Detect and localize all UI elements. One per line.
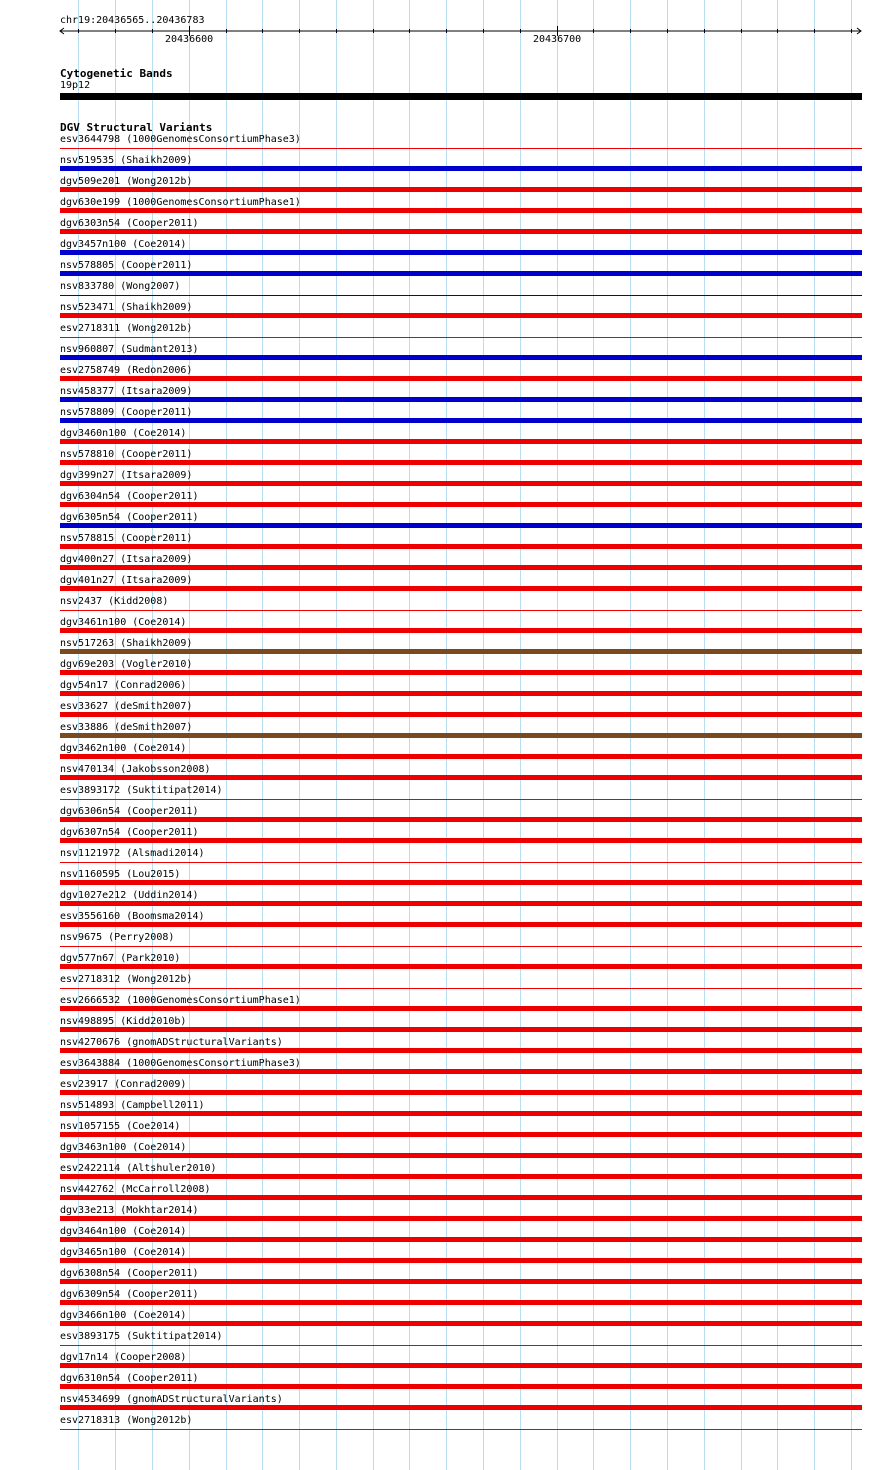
feature-label[interactable]: esv3644798 (1000GenomesConsortiumPhase3) [60, 134, 301, 145]
feature-bar[interactable] [60, 1111, 862, 1116]
feature-bar[interactable] [60, 649, 862, 654]
feature-bar[interactable] [60, 799, 862, 800]
feature-label[interactable]: dgv6307n54 (Cooper2011) [60, 827, 199, 838]
feature-label[interactable]: nsv498895 (Kidd2010b) [60, 1016, 187, 1027]
ruler-tick-label: 20436600 [165, 34, 214, 45]
feature-label[interactable]: esv3893172 (Suktitipat2014) [60, 785, 223, 796]
feature-label[interactable]: dgv3462n100 (Coe2014) [60, 743, 187, 754]
feature-bar[interactable] [60, 610, 862, 611]
feature-bar[interactable] [60, 1321, 862, 1326]
feature-bar[interactable] [60, 313, 862, 318]
feature-label[interactable]: dgv3460n100 (Coe2014) [60, 428, 187, 439]
feature-bar[interactable] [60, 1132, 862, 1137]
feature-bar[interactable] [60, 1153, 862, 1158]
feature-bar[interactable] [60, 523, 862, 528]
feature-bar[interactable] [60, 439, 862, 444]
feature-label[interactable]: esv3556160 (Boomsma2014) [60, 911, 205, 922]
feature-label[interactable]: nsv523471 (Shaikh2009) [60, 302, 193, 313]
feature-label[interactable]: esv33886 (deSmith2007) [60, 722, 193, 733]
feature-bar[interactable] [60, 397, 862, 402]
feature-bar[interactable] [60, 901, 862, 906]
feature-label[interactable]: nsv578805 (Cooper2011) [60, 260, 193, 271]
feature-label[interactable]: esv2422114 (Altshuler2010) [60, 1163, 217, 1174]
feature-label[interactable]: dgv3463n100 (Coe2014) [60, 1142, 187, 1153]
feature-bar[interactable] [60, 1174, 862, 1179]
ruler-location-label: chr19:20436565..20436783 [60, 15, 205, 26]
feature-label[interactable]: nsv2437 (Kidd2008) [60, 596, 169, 607]
feature-label[interactable]: dgv6303n54 (Cooper2011) [60, 218, 199, 229]
feature-bar[interactable] [60, 1258, 862, 1263]
feature-label[interactable]: nsv4534699 (gnomADStructuralVariants) [60, 1394, 283, 1405]
feature-label[interactable]: dgv3464n100 (Coe2014) [60, 1226, 187, 1237]
feature-bar[interactable] [60, 754, 862, 759]
feature-bar[interactable] [60, 1027, 862, 1032]
feature-label[interactable]: dgv17n14 (Cooper2008) [60, 1352, 187, 1363]
feature-bar[interactable] [60, 376, 862, 381]
feature-bar[interactable] [60, 250, 862, 255]
feature-label[interactable]: dgv69e203 (Vogler2010) [60, 659, 193, 670]
feature-label[interactable]: nsv519535 (Shaikh2009) [60, 155, 193, 166]
feature-bar[interactable] [60, 271, 862, 276]
feature-label[interactable]: esv2718311 (Wong2012b) [60, 323, 193, 334]
feature-bar[interactable] [60, 565, 862, 570]
feature-bar[interactable] [60, 1006, 862, 1011]
ruler-tick-label: 20436700 [533, 34, 582, 45]
feature-label[interactable]: nsv9675 (Perry2008) [60, 932, 175, 943]
feature-label[interactable]: esv3643884 (1000GenomesConsortiumPhase3) [60, 1058, 301, 1069]
feature-label[interactable]: esv2718312 (Wong2012b) [60, 974, 193, 985]
feature-label[interactable]: dgv3461n100 (Coe2014) [60, 617, 187, 628]
feature-bar[interactable] [60, 481, 862, 486]
feature-label[interactable]: nsv960807 (Sudmant2013) [60, 344, 199, 355]
feature-bar[interactable] [60, 733, 862, 738]
feature-bar[interactable] [60, 148, 862, 149]
feature-bar[interactable] [60, 1345, 862, 1346]
feature-bar[interactable] [60, 964, 862, 969]
feature-label[interactable]: dgv630e199 (1000GenomesConsortiumPhase1) [60, 197, 301, 208]
feature-label[interactable]: dgv6309n54 (Cooper2011) [60, 1289, 199, 1300]
feature-bar[interactable] [60, 418, 862, 423]
feature-bar[interactable] [60, 1363, 862, 1368]
feature-label[interactable]: nsv578815 (Cooper2011) [60, 533, 193, 544]
feature-label[interactable]: dgv3465n100 (Coe2014) [60, 1247, 187, 1258]
feature-bar[interactable] [60, 670, 862, 675]
feature-label[interactable]: nsv458377 (Itsara2009) [60, 386, 193, 397]
feature-bar[interactable] [60, 1279, 862, 1284]
feature-label[interactable]: dgv509e201 (Wong2012b) [60, 176, 193, 187]
feature-label[interactable]: dgv6310n54 (Cooper2011) [60, 1373, 199, 1384]
feature-label[interactable]: nsv442762 (McCarroll2008) [60, 1184, 211, 1195]
feature-label[interactable]: esv3893175 (Suktitipat2014) [60, 1331, 223, 1342]
feature-label[interactable]: dgv54n17 (Conrad2006) [60, 680, 187, 691]
feature-bar[interactable] [60, 1069, 862, 1074]
feature-label[interactable]: nsv1121972 (Alsmadi2014) [60, 848, 205, 859]
feature-label[interactable]: nsv1057155 (Coe2014) [60, 1121, 181, 1132]
feature-label[interactable]: nsv1160595 (Lou2015) [60, 869, 181, 880]
feature-bar[interactable] [60, 544, 862, 549]
feature-label[interactable]: dgv6304n54 (Cooper2011) [60, 491, 199, 502]
feature-label[interactable]: esv2758749 (Redon2006) [60, 365, 193, 376]
feature-bar[interactable] [60, 1405, 862, 1410]
feature-label[interactable]: nsv470134 (Jakobsson2008) [60, 764, 211, 775]
feature-label[interactable]: dgv1027e212 (Uddin2014) [60, 890, 199, 901]
feature-bar[interactable] [60, 922, 862, 927]
feature-label[interactable]: dgv400n27 (Itsara2009) [60, 554, 193, 565]
feature-bar[interactable] [60, 988, 862, 989]
feature-bar[interactable] [60, 229, 862, 234]
feature-bar[interactable] [60, 1384, 862, 1389]
feature-bar[interactable] [60, 1048, 862, 1053]
cytoband-track-title[interactable]: Cytogenetic Bands [60, 67, 173, 80]
feature-label[interactable]: esv2718313 (Wong2012b) [60, 1415, 193, 1426]
cytoband-bar[interactable] [60, 93, 862, 100]
feature-label[interactable]: dgv577n67 (Park2010) [60, 953, 181, 964]
feature-label[interactable]: dgv399n27 (Itsara2009) [60, 470, 193, 481]
dgv-track-title[interactable]: DGV Structural Variants [60, 121, 213, 134]
feature-bar[interactable] [60, 712, 862, 717]
feature-bar[interactable] [60, 1216, 862, 1221]
feature-bar[interactable] [60, 1429, 862, 1430]
feature-bar[interactable] [60, 295, 862, 296]
feature-label[interactable]: esv2666532 (1000GenomesConsortiumPhase1) [60, 995, 301, 1006]
feature-bar[interactable] [60, 187, 862, 192]
feature-bar[interactable] [60, 586, 862, 591]
feature-label[interactable]: nsv4270676 (gnomADStructuralVariants) [60, 1037, 283, 1048]
feature-bar[interactable] [60, 166, 862, 171]
feature-label[interactable]: nsv578809 (Cooper2011) [60, 407, 193, 418]
feature-label[interactable]: dgv6305n54 (Cooper2011) [60, 512, 199, 523]
feature-bar[interactable] [60, 838, 862, 843]
feature-label[interactable]: nsv517263 (Shaikh2009) [60, 638, 193, 649]
feature-bar[interactable] [60, 862, 862, 863]
feature-bar[interactable] [60, 775, 862, 780]
feature-bar[interactable] [60, 691, 862, 696]
feature-label[interactable]: dgv6306n54 (Cooper2011) [60, 806, 199, 817]
feature-label[interactable]: nsv833780 (Wong2007) [60, 281, 181, 292]
ruler [0, 0, 890, 50]
feature-bar[interactable] [60, 1195, 862, 1200]
feature-bar[interactable] [60, 1237, 862, 1242]
feature-label[interactable]: dgv401n27 (Itsara2009) [60, 575, 193, 586]
feature-bar[interactable] [60, 628, 862, 633]
feature-label[interactable]: nsv514893 (Campbell2011) [60, 1100, 205, 1111]
feature-label[interactable]: dgv6308n54 (Cooper2011) [60, 1268, 199, 1279]
feature-bar[interactable] [60, 208, 862, 213]
feature-bar[interactable] [60, 460, 862, 465]
feature-label[interactable]: esv23917 (Conrad2009) [60, 1079, 187, 1090]
cytoband-label: 19p12 [60, 80, 91, 91]
feature-bar[interactable] [60, 1090, 862, 1095]
feature-bar[interactable] [60, 880, 862, 885]
feature-label[interactable]: dgv3457n100 (Coe2014) [60, 239, 187, 250]
feature-label[interactable]: dgv3466n100 (Coe2014) [60, 1310, 187, 1321]
feature-bar[interactable] [60, 817, 862, 822]
feature-label[interactable]: nsv578810 (Cooper2011) [60, 449, 193, 460]
feature-bar[interactable] [60, 946, 862, 947]
feature-bar[interactable] [60, 337, 862, 338]
feature-bar[interactable] [60, 1300, 862, 1305]
feature-label[interactable]: dgv33e213 (Mokhtar2014) [60, 1205, 199, 1216]
feature-bar[interactable] [60, 502, 862, 507]
feature-label[interactable]: esv33627 (deSmith2007) [60, 701, 193, 712]
feature-bar[interactable] [60, 355, 862, 360]
